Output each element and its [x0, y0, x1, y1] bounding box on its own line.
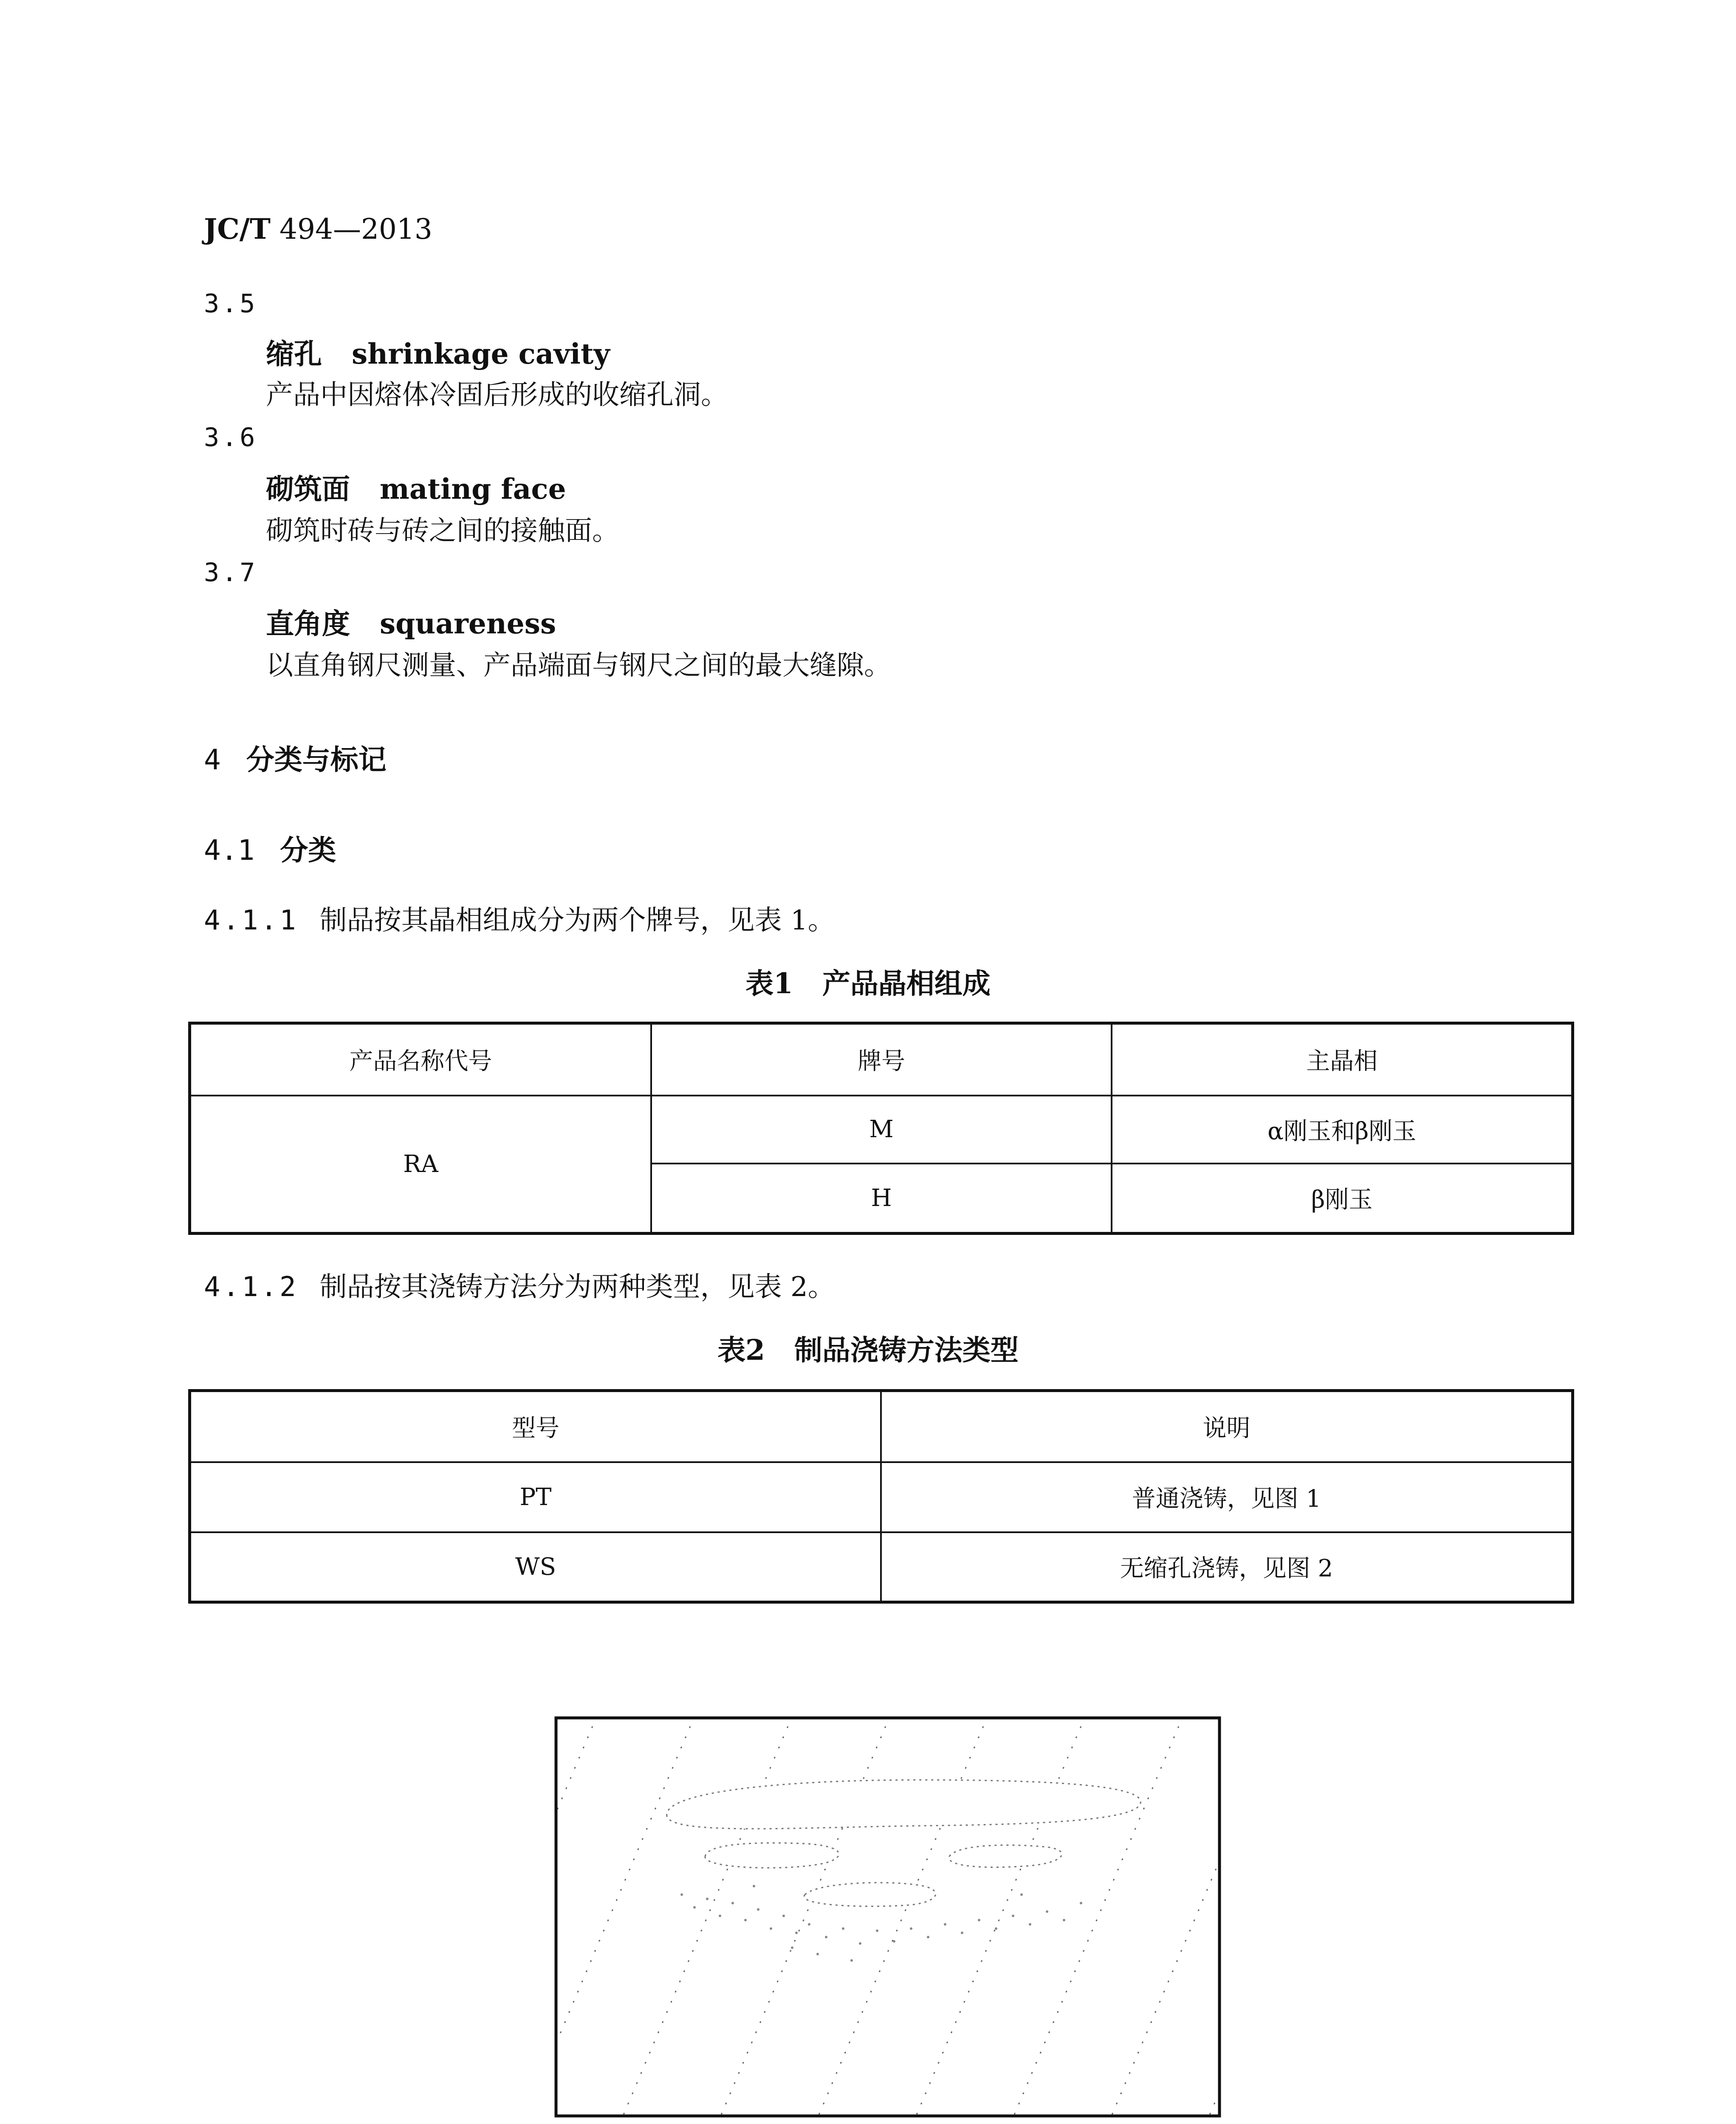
figure-pt-section-diagram	[554, 1716, 1221, 2118]
term-title	[266, 331, 610, 372]
term-zh: 缩孔	[266, 337, 322, 370]
table-cell-type: PT	[190, 1462, 881, 1532]
cavity-bottom	[804, 1883, 936, 1907]
cavity-right	[949, 1845, 1062, 1867]
subsection-title: 分类	[280, 833, 336, 867]
table-header-cell: 牌号	[651, 1023, 1112, 1096]
table-header-cell: 主晶相	[1112, 1023, 1572, 1096]
clause-number: 4.1.1	[204, 905, 299, 936]
table-caption-label: 表1	[745, 967, 793, 1000]
subsection-number: 4.1	[204, 834, 255, 867]
table-header-cell: 产品名称代号	[190, 1023, 651, 1096]
table-cell-grade: M	[651, 1096, 1112, 1164]
term-number: 3.6	[204, 423, 258, 452]
table-caption-title: 制品浇铸方法类型	[794, 1333, 1019, 1367]
section-heading	[204, 737, 387, 777]
crystal-phase-table	[188, 1022, 1574, 1235]
table-cell-description: 普通浇铸，见图 1	[881, 1462, 1573, 1532]
clause	[204, 898, 835, 938]
table-cell-description: 无缩孔浇铸，见图 2	[881, 1532, 1573, 1602]
table-cell-grade: H	[651, 1164, 1112, 1234]
table-caption-title: 产品晶相组成	[822, 967, 991, 1000]
term-number: 3.5	[204, 289, 258, 319]
clause	[204, 1265, 835, 1304]
term-en: shrinkage cavity	[352, 337, 610, 370]
term-zh: 砌筑面	[266, 472, 350, 506]
table-caption	[0, 961, 1736, 1001]
term-en: squareness	[380, 607, 556, 640]
casting-type-table	[188, 1389, 1574, 1604]
table-header-cell: 型号	[190, 1391, 881, 1462]
standard-code: JC/T	[204, 212, 271, 246]
cavity-left	[705, 1843, 839, 1868]
clause-number: 4.1.2	[204, 1271, 299, 1303]
table-cell-phase: α刚玉和β刚玉	[1112, 1096, 1572, 1164]
subsection-heading	[204, 828, 336, 868]
term-definition: 以直角钢尺测量、产品端面与钢尺之间的最大缝隙。	[266, 650, 891, 681]
section-title: 分类与标记	[246, 743, 387, 776]
table-cell-product-code: RA	[190, 1096, 651, 1234]
term-en: mating face	[380, 472, 566, 506]
term-title	[266, 466, 566, 507]
section-number: 4	[204, 743, 221, 776]
table-cell-phase: β刚玉	[1112, 1164, 1572, 1234]
shrinkage-cavities	[667, 1780, 1141, 1907]
cavity-large	[667, 1780, 1141, 1829]
term-definition: 产品中因熔体冷固后形成的收缩孔洞。	[266, 379, 728, 411]
term-definition: 砌筑时砖与砖之间的接触面。	[266, 515, 619, 547]
standard-year: 494—2013	[279, 213, 432, 246]
clause-text: 制品按其晶相组成分为两个牌号，见表 1。	[319, 905, 835, 936]
hatch-lines	[554, 1716, 1221, 2118]
table-cell-type: WS	[190, 1532, 881, 1602]
table-header-cell: 说明	[881, 1391, 1573, 1462]
term-zh: 直角度	[266, 607, 350, 640]
clause-text: 制品按其浇铸方法分为两种类型，见表 2。	[319, 1271, 835, 1303]
standard-number-header	[204, 212, 432, 246]
table-caption-label: 表2	[717, 1333, 765, 1367]
table-caption	[0, 1328, 1736, 1368]
term-title	[266, 601, 556, 641]
term-number: 3.7	[204, 558, 258, 587]
figure-border	[556, 1718, 1219, 2116]
